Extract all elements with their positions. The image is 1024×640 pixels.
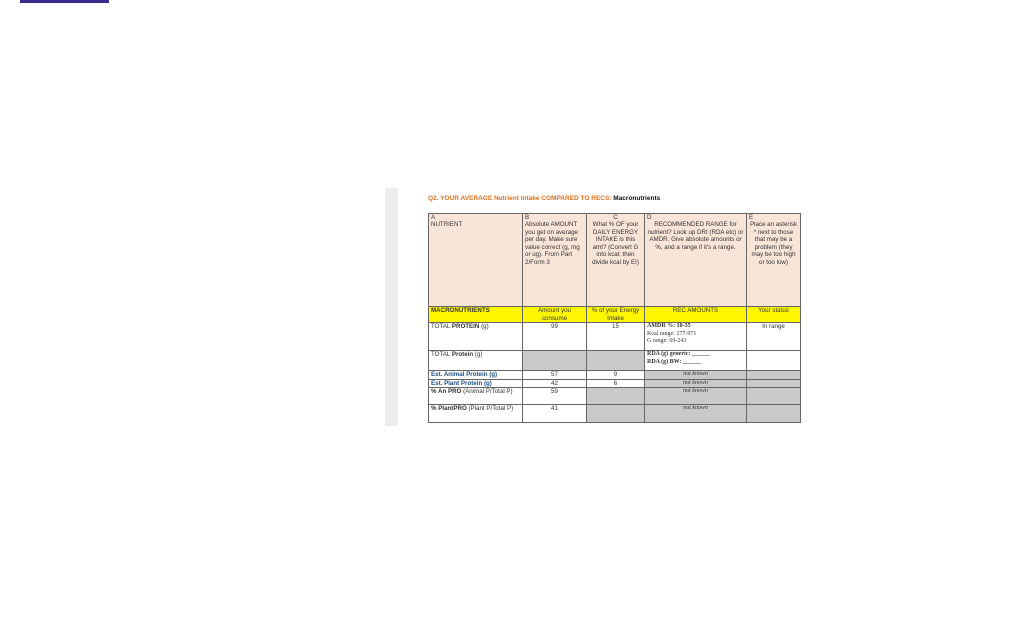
cell-animal-protein-amount: 57 bbox=[523, 371, 587, 380]
cell-total-protein2-amount bbox=[523, 351, 587, 371]
table-row bbox=[429, 351, 801, 371]
document-title bbox=[428, 195, 660, 202]
col-letter-c: C bbox=[613, 214, 618, 221]
cell-plant-protein-rec: not known bbox=[645, 379, 747, 388]
header-status-text: Place an asterisk * next to those that may be a problem (they may be too high or too low) bbox=[749, 221, 798, 266]
cell-pct-plant-rec: not known bbox=[645, 405, 747, 423]
label-rest: (Plant P/Total P) bbox=[466, 405, 514, 413]
rec-kcal bbox=[647, 331, 744, 339]
cell-total-protein-rec bbox=[645, 323, 747, 351]
title-prefix: Q2. YOUR AVERAGE Nutrient Intake COMPARED TO RECS: bbox=[428, 195, 614, 202]
cell-total-protein-label bbox=[429, 323, 523, 351]
table-row bbox=[429, 405, 801, 423]
cell-animal-protein-status bbox=[747, 371, 801, 380]
cell-total-protein2-rec bbox=[645, 351, 747, 371]
page-margin bbox=[385, 188, 398, 426]
subheader-amount: Amount you consume bbox=[523, 307, 587, 323]
header-recommended bbox=[645, 214, 747, 307]
col-letter-a: A bbox=[431, 214, 436, 221]
cell-total-protein2-label bbox=[429, 351, 523, 371]
subheader-percent: % of your Energy Intake bbox=[587, 307, 645, 323]
cell-plant-protein-label: Est. Plant Protein (g) bbox=[429, 379, 523, 388]
header-percent bbox=[587, 214, 645, 307]
title-suffix: Macronutrients bbox=[613, 195, 661, 202]
label-prefix: TOTAL bbox=[431, 323, 452, 331]
label-rest: (Animal P/Total P) bbox=[461, 388, 513, 396]
cell-total-protein-amount: 99 bbox=[523, 323, 587, 351]
table-row bbox=[429, 379, 801, 388]
label-prefix: TOTAL bbox=[431, 351, 452, 359]
cell-total-protein2-percent bbox=[587, 351, 645, 371]
header-amount-text: Absolute AMOUNT you get on average per day. Make sure value correct (g, mg or ug). From Part 2/Form 3 bbox=[525, 221, 580, 266]
nutrient-table bbox=[428, 213, 801, 423]
cell-total-protein-percent: 15 bbox=[587, 323, 645, 351]
cell-plant-protein-percent: 6 bbox=[587, 379, 645, 388]
cell-total-protein2-status bbox=[747, 351, 801, 371]
table-row bbox=[429, 323, 801, 351]
rec-rda-generic: RDA (g) generic: ______ bbox=[647, 351, 710, 358]
table-row bbox=[429, 371, 801, 380]
cell-pct-plant-status bbox=[747, 405, 801, 423]
document-page bbox=[398, 188, 818, 426]
header-nutrient bbox=[429, 214, 523, 307]
rec-amdr: AMDR %: 10-35 bbox=[647, 323, 691, 330]
rec-rda-bw: RDA (g) BW: ______ bbox=[647, 358, 701, 365]
subheader-rec: REC AMOUNTS bbox=[645, 307, 747, 323]
subheader-macronutrients: MACRONUTRIENTS bbox=[429, 307, 523, 323]
cell-plant-protein-amount: 42 bbox=[523, 379, 587, 388]
cell-pct-animal-percent bbox=[587, 388, 645, 405]
cell-total-protein-status: In range bbox=[747, 323, 801, 351]
cell-pct-animal-rec: not known bbox=[645, 388, 747, 405]
label-suffix: (g) bbox=[473, 351, 483, 359]
header-percent-text: What % OF your DAILY ENERGY INTAKE is this amt? (Convert G into kcal; then divide kcal by EI) bbox=[592, 221, 639, 266]
cell-animal-protein-percent: 9 bbox=[587, 371, 645, 380]
header-row bbox=[429, 214, 801, 307]
label-bold: PROTEIN bbox=[451, 323, 480, 331]
subheader-row bbox=[429, 307, 801, 323]
cell-pct-animal-status bbox=[747, 388, 801, 405]
label-suffix: (g) bbox=[479, 323, 489, 331]
cell-plant-protein-status bbox=[747, 379, 801, 388]
cell-pct-plant-amount: 41 bbox=[523, 405, 587, 423]
cell-pct-animal-amount: 59 bbox=[523, 388, 587, 405]
label-bold: % PlantPRO bbox=[431, 405, 467, 413]
cell-pct-plant-percent bbox=[587, 405, 645, 423]
table-row bbox=[429, 388, 801, 405]
col-letter-e: E bbox=[749, 214, 754, 221]
header-recommended-text: RECOMMENDED RANGE for nutrient? Look up DRI (RDA etc) or AMDR. Give absolute amounts or %, and a range if it's a range. bbox=[647, 221, 744, 251]
col-letter-d: D bbox=[647, 214, 652, 221]
header-status bbox=[747, 214, 801, 307]
header-amount bbox=[523, 214, 587, 307]
cell-pct-plant-label bbox=[429, 405, 523, 423]
cell-animal-protein-rec: not known bbox=[645, 371, 747, 380]
header-nutrient-text: NUTRIENT bbox=[431, 221, 463, 228]
col-letter-b: B bbox=[525, 214, 530, 221]
top-accent-bar bbox=[20, 0, 109, 3]
label-bold: Protein bbox=[451, 351, 474, 359]
cell-animal-protein-label: Est. Animal Protein (g) bbox=[429, 371, 523, 380]
rec-g: G range: 69-243 bbox=[647, 338, 687, 345]
cell-pct-animal-label bbox=[429, 388, 523, 405]
label-bold: % An PRO bbox=[431, 388, 462, 396]
rec-kcal-text: Kcal range: 277-971 bbox=[647, 330, 697, 337]
subheader-status: Your status bbox=[747, 307, 801, 323]
